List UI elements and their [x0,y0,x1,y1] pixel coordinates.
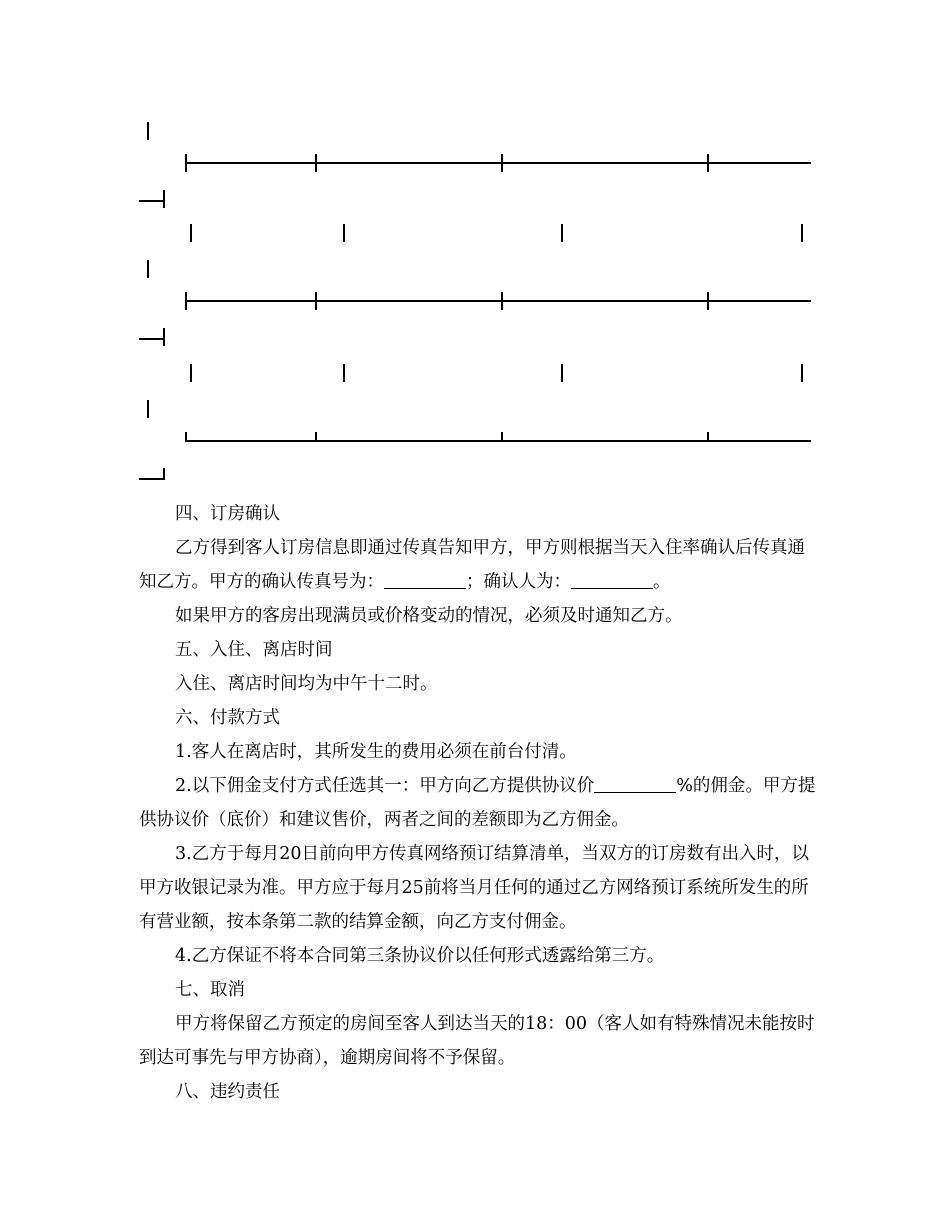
table-border [185,432,187,442]
table-rule [185,440,811,442]
table-border [315,154,317,172]
table-border [561,224,563,242]
table-border [163,468,165,480]
table-border [343,364,345,382]
list-item: 2.以下佣金支付方式任选其一：甲方向乙方提供协议价 %的佣金。甲方提供协议价（底价）和建议售价，两者之间的差额即为乙方佣金。 [139,776,816,830]
table-rule [139,200,163,202]
table-border [707,154,709,172]
paragraph: 甲方将保留乙方预定的房间至客人到达当天的18：00（客人如有特殊情况未能按时到达可事先与甲方协商），逾期房间将不予保留。 [139,1014,815,1068]
contract-body [139,497,819,1109]
table-border [801,224,803,242]
list-item: 1.客人在离店时，其所发生的费用必须在前台付清。 [175,742,577,762]
table-border [501,432,503,442]
table-border [343,224,345,242]
list-item: 4.乙方保证不将本合同第三条协议价以任何形式透露给第三方。 [175,946,665,966]
paragraph: 入住、离店时间均为中午十二时。 [175,674,438,694]
table-border [501,292,503,310]
table-rule [139,338,163,340]
table-border [185,154,187,172]
table-rule [139,478,163,480]
table-border [801,364,803,382]
table-border [707,292,709,310]
table-border [163,190,165,208]
table-border [315,432,317,442]
table-border [147,122,149,140]
fax-number-blank [384,570,466,589]
table-border [163,328,165,346]
table-rule [185,162,811,164]
section-heading: 七、取消 [175,980,245,1000]
section-heading: 四、订房确认 [175,504,280,524]
table-border [707,432,709,442]
paragraph: 如果甲方的客房出现满员或价格变动的情况，必须及时通知乙方。 [175,606,683,626]
table-border [190,364,192,382]
section-heading: 八、违约责任 [175,1082,280,1102]
confirmer-blank [571,570,653,589]
section-heading: 五、入住、离店时间 [175,640,333,660]
table-rule [185,300,811,302]
table-border [147,260,149,278]
table-border [190,224,192,242]
table-border [147,400,149,418]
table-border [315,292,317,310]
table-border [561,364,563,382]
paragraph: 乙方得到客人订房信息即通过传真告知甲方，甲方则根据当天入住率确认后传真通知乙方。甲方的确认传真号为： ；确认人为： 。 [139,538,805,592]
commission-rate-blank [594,774,676,793]
list-item: 3.乙方于每月20日前向甲方传真网络预订结算清单，当双方的订房数有出入时，以甲方收银记录为准。甲方应于每月25前将当月任何的通过乙方网络预订系统所发生的所有营业额，按本条第二款的结算金额，向乙方支付佣金。 [139,844,809,932]
section-heading: 六、付款方式 [175,708,280,728]
table-border [501,154,503,172]
table-border [185,292,187,310]
